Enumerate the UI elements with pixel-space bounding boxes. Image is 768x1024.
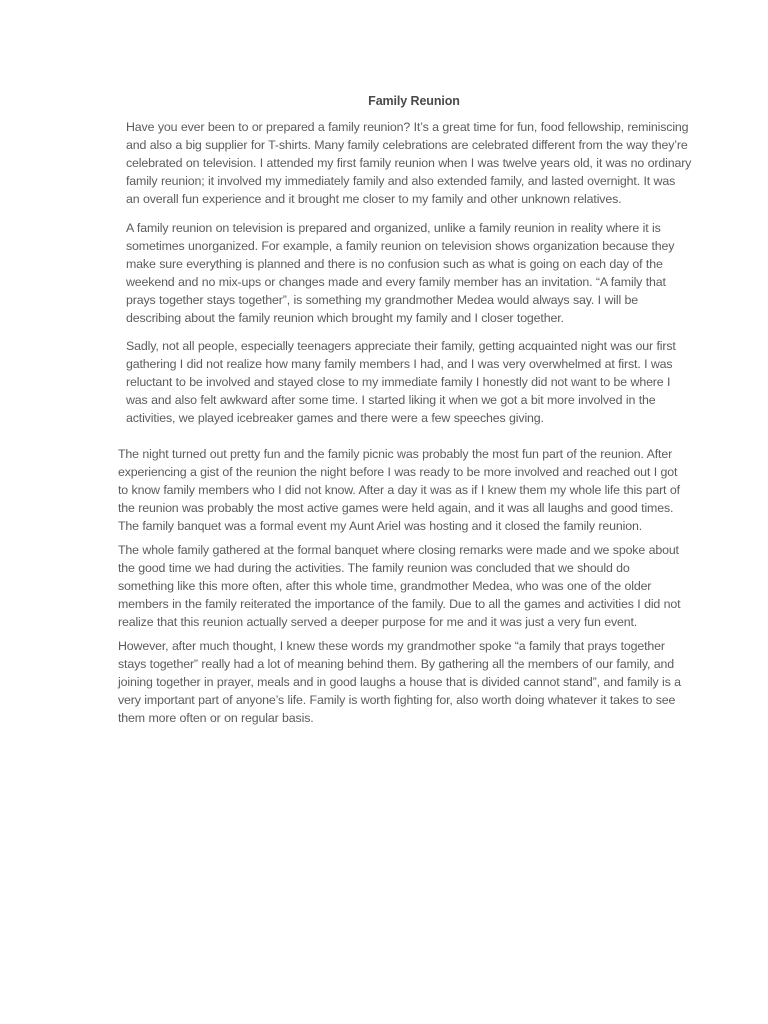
document-title: Family Reunion [368, 94, 460, 108]
paragraph-6: However, after much thought, I knew these words my grandmother spoke “a family that prays together stays together” really had a lot of meaning behind them. By gathering all the members of our family, and joining together in prayer, meals and in good laughs a house that is divided cannot stand”, and family is a very important part of anyone’s life. Family is worth fighting for, also worth doing whatever it takes to see them more often or on regular basis. [118, 639, 681, 725]
paragraph-4: The night turned out pretty fun and the family picnic was probably the most fun part of the reunion. After experiencing a gist of the reunion the night before I was ready to be more involved and reached out I got to know family members who I did not know. After a day it was as if I knew them my whole life this part of the reunion was probably the most active games were held again, and it was all laughs and good times. The family banquet was a formal event my Aunt Ariel was hosting and it closed the family reunion. [118, 447, 680, 533]
paragraph-3: Sadly, not all people, especially teenagers appreciate their family, getting acquainted night was our first gathering I did not realize how many family members I had, and I was very overwhelmed at first. I was reluctant to be involved and stayed close to my immediate family I honestly did not want to be where I was and also felt awkward after some time. I started liking it when we got a bit more involved in the activities, we played icebreaker games and there were a few speeches giving. [126, 339, 676, 425]
paragraph-1: Have you ever been to or prepared a family reunion? It’s a great time for fun, food fellowship, reminiscing and also a big supplier for T-shirts. Many family celebrations are celebrated different from the way they’re celebrated on television. I attended my first family reunion when I was twelve years old, it was no ordinary family reunion; it involved my immediately family and also extended family, and lasted overnight. It was an overall fun experience and it brought me closer to my family and other unknown relatives. [126, 120, 692, 206]
paragraph-5: The whole family gathered at the formal banquet where closing remarks were made and we spoke about the good time we had during the activities. The family reunion was concluded that we should do something like this more often, after this whole time, grandmother Medea, who was one of the older members in the family reiterated the importance of the family. Due to all the games and activities I did not realize that this reunion actually served a deeper purpose for me and it was just a very fun event. [118, 543, 681, 629]
paragraph-2: A family reunion on television is prepared and organized, unlike a family reunion in reality where it is sometimes unorganized. For example, a family reunion on television shows organization because they make sure everything is planned and there is no confusion such as what is going on each day of the weekend and no mix-ups or changes made and every family member has an invitation. “A family that prays together stays together”, is something my grandmother Medea would always say. I will be describing about the family reunion which brought my family and I closer together. [126, 221, 675, 325]
